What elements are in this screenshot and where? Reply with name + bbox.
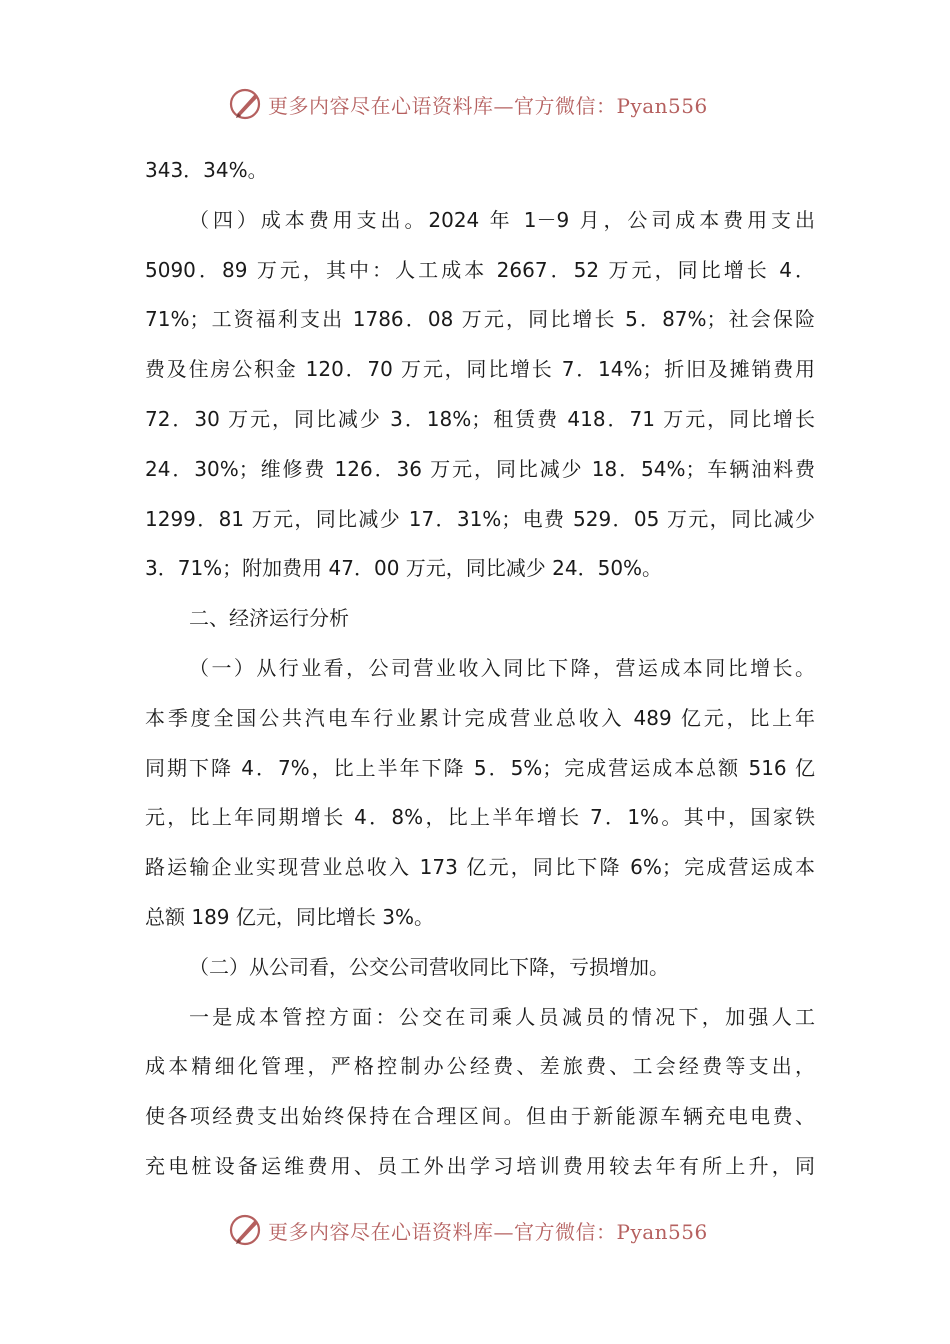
pen-logo-icon bbox=[228, 86, 264, 122]
text-line: 3．71%；附加费用 47．00 万元，同比减少 24．50%。 bbox=[145, 556, 663, 581]
document-body bbox=[145, 146, 815, 1192]
paragraph-heading: （二）从公司看，公交公司营收同比下降，亏损增加。 bbox=[189, 954, 669, 979]
text-line: 1299．81 万元，同比减少 17．31%；电费 529．05 万元，同比减少 bbox=[145, 506, 815, 531]
watermark-banner-bottom bbox=[228, 1210, 748, 1250]
paragraph-heading: （四）成本费用支出。2024 年 1－9 月，公司成本费用支出 bbox=[189, 207, 815, 232]
text-line: 成本精细化管理，严格控制办公经费、差旅费、工会经费等支出， bbox=[145, 1054, 815, 1079]
text-line: 路运输企业实现营业总收入 173 亿元，同比下降 6%；完成营运成本 bbox=[145, 855, 815, 880]
watermark-text: 更多内容尽在心语资料库—官方微信：Pyan556 bbox=[268, 93, 708, 118]
text-line: 总额 189 亿元，同比增长 3%。 bbox=[145, 904, 434, 929]
paragraph-heading: （一）从行业看，公司营业收入同比下降，营运成本同比增长。 bbox=[189, 655, 815, 680]
text-line: 充电桩设备运维费用、员工外出学习培训费用较去年有所上升，同 bbox=[145, 1153, 815, 1178]
text-line: 同期下降 4．7%，比上半年下降 5．5%；完成营运成本总额 516 亿 bbox=[145, 755, 815, 780]
pen-logo-icon bbox=[228, 1212, 264, 1248]
text-line: 本季度全国公共汽电车行业累计完成营业总收入 489 亿元，比上年 bbox=[145, 705, 815, 730]
text-line: 343．34%。 bbox=[145, 158, 268, 182]
text-line: 71%；工资福利支出 1786．08 万元，同比增长 5．87%；社会保险 bbox=[145, 307, 815, 332]
section-heading: 二、经济运行分析 bbox=[189, 606, 349, 631]
text-line: 5090．89 万元，其中：人工成本 2667．52 万元，同比增长 4． bbox=[145, 257, 815, 282]
text-line: 元，比上年同期增长 4．8%，比上半年增长 7．1%。其中，国家铁 bbox=[145, 805, 815, 830]
text-line: 费及住房公积金 120．70 万元，同比增长 7．14%；折旧及摊销费用 bbox=[145, 357, 815, 382]
text-line: 72．30 万元，同比减少 3．18%；租赁费 418．71 万元，同比增长 bbox=[145, 406, 815, 431]
watermark-text: 更多内容尽在心语资料库—官方微信：Pyan556 bbox=[268, 1219, 708, 1244]
text-line: 24．30%；维修费 126．36 万元，同比减少 18．54%；车辆油料费 bbox=[145, 456, 815, 481]
text-line: 一是成本管控方面：公交在司乘人员减员的情况下，加强人工 bbox=[189, 1004, 815, 1029]
text-line: 使各项经费支出始终保持在合理区间。但由于新能源车辆充电电费、 bbox=[145, 1104, 815, 1129]
watermark-banner-top bbox=[228, 84, 748, 124]
